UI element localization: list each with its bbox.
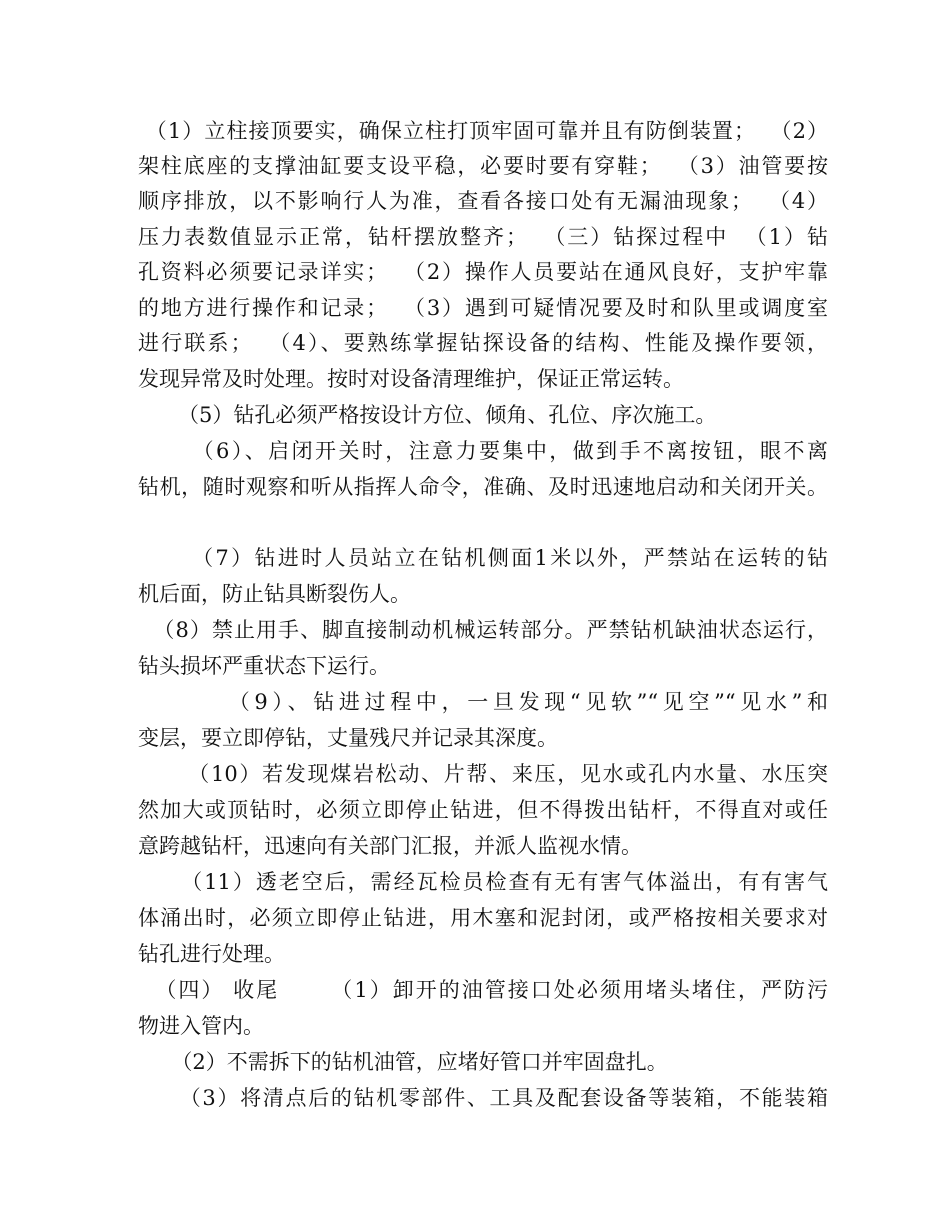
text-line: （7）钻进时人员站立在钻机侧面1米以外，严禁站在运转的钻 [138, 546, 828, 570]
text-line: 压力表数值显示正常，钻杆摆放整齐； （三）钻探过程中 （1）钻 [138, 225, 828, 249]
text-line: 孔资料必须要记录详实； （2）操作人员要站在通风良好，支护牢靠 [138, 260, 828, 284]
text-line: （10）若发现煤岩松动、片帮、来压，见水或孔内水量、水压突 [138, 762, 828, 786]
text-line: 钻机，随时观察和听从指挥人命令，准确、及时迅速地启动和关闭开关。 [138, 475, 828, 499]
text-line: （6）、启闭开关时，注意力要集中，做到手不离按钮，眼不离 [138, 439, 828, 463]
text-line: 体涌出时，必须立即停止钻进，用木塞和泥封闭，或严格按相关要求对 [138, 906, 828, 930]
text-line: （1）立柱接顶要实，确保立柱打顶牢固可靠并且有防倒装置； （2） [138, 119, 828, 143]
text-line: 进行联系； （4）、要熟练掌握钻探设备的结构、性能及操作要领， [138, 331, 828, 355]
text-line: （2）不需拆下的钻机油管，应堵好管口并牢固盘扎。 [138, 1050, 668, 1074]
text-line: 意跨越钻杆，迅速向有关部门汇报，并派人监视水情。 [138, 834, 642, 858]
text-line: 发现异常及时处理。按时对设备清理维护，保证正常运转。 [138, 367, 684, 391]
text-line: 架柱底座的支撑油缸要支设平稳，必要时要有穿鞋； （3）油管要按 [138, 154, 828, 178]
text-line: （11）透老空后，需经瓦检员检查有无有害气体溢出，有有害气 [138, 870, 828, 894]
text-line: 顺序排放，以不影响行人为准，查看各接口处有无漏油现象； （4） [138, 189, 828, 213]
text-line: （8）禁止用手、脚直接制动机械运转部分。严禁钻机缺油状态运行， [138, 618, 828, 642]
text-line: 机后面，防止钻具断裂伤人。 [138, 582, 411, 606]
text-line: 变层，要立即停钻，丈量残尺并记录其深度。 [138, 726, 558, 750]
text-line: 然加大或顶钻时，必须立即停止钻进，但不得拨出钻杆，不得直对或任 [138, 798, 828, 822]
text-line: 的地方进行操作和记录； （3）遇到可疑情况要及时和队里或调度室 [138, 296, 828, 320]
text-line: （5）钻孔必须严格按设计方位、倾角、孔位、序次施工。 [138, 403, 717, 427]
text-line: （9）、钻进过程中，一旦发现“见软”“见空”“见水”和 [138, 690, 828, 714]
text-line: 钻头损坏严重状态下运行。 [138, 654, 390, 678]
text-line: 钻孔进行处理。 [138, 942, 285, 966]
text-line: （3）将清点后的钻机零部件、工具及配套设备等装箱，不能装箱 [138, 1086, 828, 1110]
text-line: 物进入管内。 [138, 1014, 264, 1038]
text-line: （四） 收尾 （1）卸开的油管接口处必须用堵头堵住，严防污 [138, 978, 828, 1002]
